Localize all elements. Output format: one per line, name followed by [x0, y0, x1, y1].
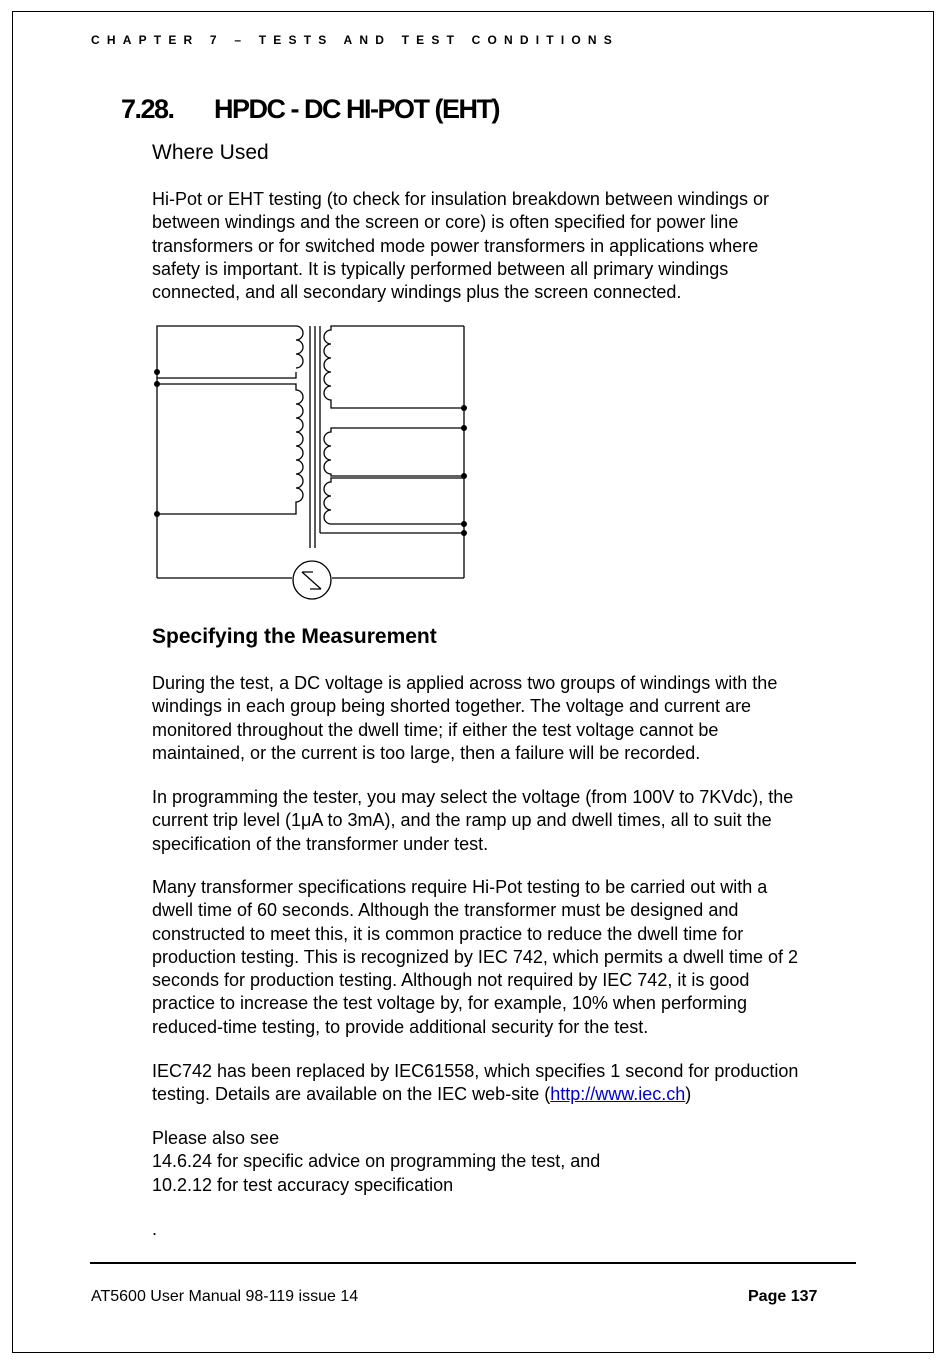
trailing-dot: . — [152, 1219, 158, 1239]
where-used-paragraph — [152, 188, 857, 304]
text-line: dwell time of 60 seconds. Although the transformer must be designed and — [152, 900, 739, 921]
specifying-paragraph-2 — [152, 786, 857, 856]
text-line: transformers or for switched mode power transformers in applications where — [152, 235, 759, 256]
text-line: specification of the transformer under test. — [152, 833, 489, 854]
text-line: During the test, a DC voltage is applied across two groups of windings with the — [152, 673, 778, 693]
transformer-hipot-diagram — [150, 318, 480, 608]
footer-manual-title: AT5600 User Manual 98-119 issue 14 — [91, 1288, 359, 1305]
text-line: Please also see — [152, 1128, 280, 1148]
primary-wire — [157, 326, 296, 578]
text-line: Hi-Pot or EHT testing (to check for insulation breakdown between windings or — [152, 189, 769, 209]
text-line: Many transformer specifications require Hi-Pot testing to be carried out with a — [152, 877, 768, 897]
footer-rule — [90, 1262, 856, 1264]
text-line: IEC742 has been replaced by IEC61558, which specifies 1 second for production — [152, 1061, 799, 1081]
primary-tap-wire — [157, 372, 296, 378]
text-line: reduced-time testing, to provide additional security for the test. — [152, 1016, 649, 1037]
text-line — [152, 1083, 857, 1106]
see-also-paragraph — [152, 1127, 857, 1197]
secondary-coil-1 — [324, 326, 464, 408]
text-line: monitored throughout the dwell time; if either the test voltage cannot be — [152, 719, 719, 740]
text-line: 14.6.24 for specific advice on programming the test, and — [152, 1151, 601, 1172]
specifying-paragraph-1 — [152, 672, 857, 765]
footer-page-number: Page 137 — [748, 1288, 818, 1305]
text-line: practice to increase the test voltage by, for example, 10% when performing — [152, 993, 747, 1014]
text-fragment: testing. Details are available on the IEC web-site ( — [152, 1084, 551, 1105]
text-line: connected, and all secondary windings plus the screen connected. — [152, 282, 682, 303]
secondary-coil-2 — [324, 428, 464, 476]
text-line: 10.2.12 for test accuracy specification — [152, 1174, 454, 1195]
text-line: between windings and the screen or core) is often specified for power line — [152, 212, 739, 233]
primary-coil-lower — [157, 384, 303, 514]
hv-source-zigzag — [302, 572, 321, 589]
section-title-text: HPDC - DC HI-POT (EHT) — [214, 94, 499, 124]
primary-coil-upper — [296, 326, 303, 368]
iec-website-link[interactable]: http://www.iec.ch — [550, 1084, 686, 1105]
specifying-heading: Specifying the Measurement — [152, 625, 437, 648]
chapter-header: CHAPTER 7 – TESTS AND TEST CONDITIONS — [91, 33, 619, 47]
secondary-coil-3 — [324, 478, 464, 524]
text-line: constructed to meet this, it is common practice to reduce the dwell time for — [152, 923, 744, 944]
text-line: seconds for production testing. Although not required by IEC 742, it is good — [152, 970, 750, 991]
text-line: production testing. This is recognized by IEC 742, which permits a dwell time of 2 — [152, 946, 798, 967]
text-line: In programming the tester, you may select the voltage (from 100V to 7KVdc), the — [152, 787, 794, 807]
specifying-paragraph-4 — [152, 1060, 857, 1107]
section-title — [121, 94, 499, 125]
text-line: current trip level (1μA to 3mA), and the ramp up and dwell times, all to suit the — [152, 810, 772, 831]
text-line: windings in each group being shorted together. The voltage and current are — [152, 696, 752, 717]
where-used-heading: Where Used — [152, 141, 269, 164]
specifying-paragraph-3 — [152, 876, 857, 1039]
text-fragment: ) — [685, 1084, 692, 1105]
section-number: 7.28. — [121, 94, 174, 124]
text-line: maintained, or the current is too large, then a failure will be recorded. — [152, 742, 701, 763]
text-line: safety is important. It is typically performed between all primary windings — [152, 258, 729, 279]
hv-source-symbol — [293, 561, 331, 599]
